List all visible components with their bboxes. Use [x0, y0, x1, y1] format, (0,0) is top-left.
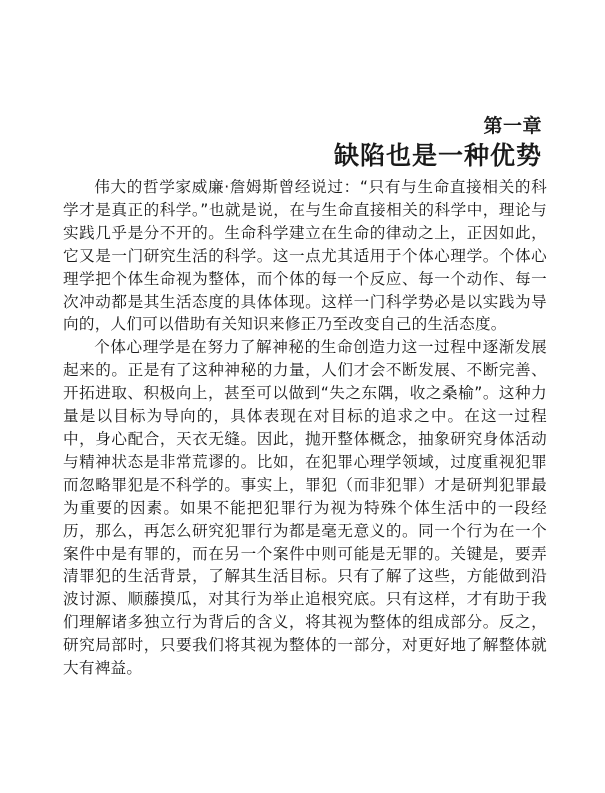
chapter-number: 第一章	[483, 115, 542, 137]
body-text	[63, 176, 547, 680]
chapter-title: 缺陷也是一种优势	[333, 141, 542, 170]
paragraph-2: 个体心理学是在努力了解神秘的生命创造力这一过程中逐渐发展起来的。正是有了这种神秘的力量，人们才会不断发展、不断完善、开拓进取、积极向上，甚至可以做到“失之东隅，收之桑榆”。这种力量是以目标为导向的，具体表现在对目标的追求之中。在这一过程中，身心配合，天衣无缝。因此，抛开整体概念，抽象研究身体活动与精神状态是非常荒谬的。比如，在犯罪心理学领域，过度重视犯罪而忽略罪犯是不科学的。事实上，罪犯（而非犯罪）才是研判犯罪最为重要的因素。如果不能把犯罪行为视为特殊个体生活中的一段经历，那么，再怎么研究犯罪行为都是毫无意义的。同一个行为在一个案件中是有罪的，而在另一个案件中则可能是无罪的。关键是，要弄清罪犯的生活背景，了解其生活目标。只有了解了这些，方能做到沿波讨源、顺藤摸瓜，对其行为举止追根究底。只有这样，才有助于我们理解诸多独立行为背后的含义，将其视为整体的组成部分。反之，研究局部时，只要我们将其视为整体的一部分，对更好地了解整体就大有裨益。	[63, 338, 547, 678]
paragraph-1: 伟大的哲学家威廉·詹姆斯曾经说过：“只有与生命直接相关的科学才是真正的科学。”也就是说，在与生命直接相关的科学中，理论与实践几乎是分不开的。生命科学建立在生命的律动之上，正因如此，它又是一门研究生活的科学。这一点尤其适用于个体心理学。个体心理学把个体生命视为整体，而个体的每一个反应、每一个动作、每一次冲动都是其生活态度的具体体现。这样一门科学势必是以实践为导向的，人们可以借助有关知识来修正乃至改变自己的生活态度。	[63, 178, 547, 334]
